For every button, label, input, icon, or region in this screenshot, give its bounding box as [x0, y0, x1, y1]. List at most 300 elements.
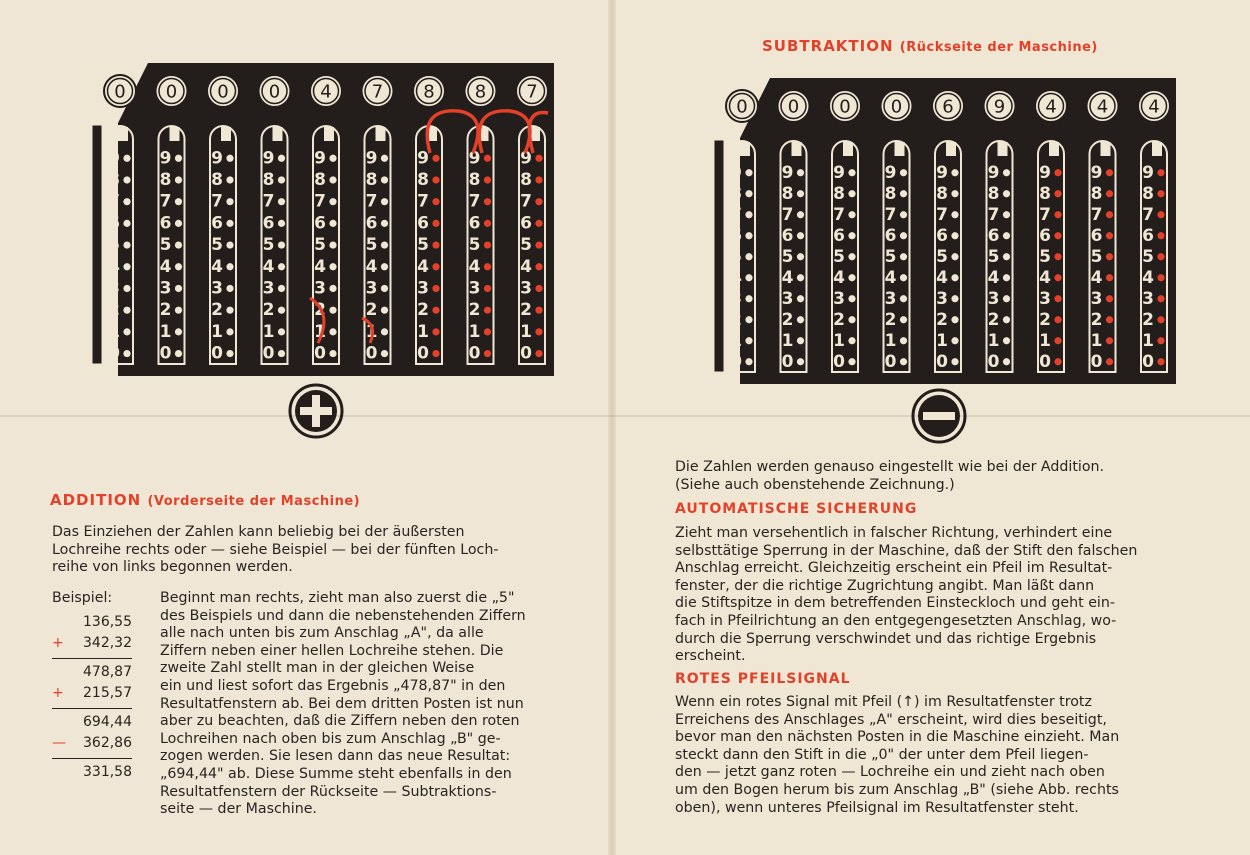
- peg-hole: [848, 358, 855, 365]
- example-row: [52, 683, 132, 704]
- slider-digit: 7: [1039, 204, 1051, 225]
- slider-digit: 3: [730, 288, 742, 309]
- peg-hole: [745, 232, 752, 239]
- peg-hole: [432, 263, 439, 270]
- slider-digit: 4: [365, 256, 378, 277]
- peg-hole: [848, 337, 855, 344]
- peg-hole: [848, 253, 855, 260]
- peg-hole: [329, 328, 336, 335]
- slider-digit: 1: [781, 330, 794, 351]
- slider-digit: 8: [262, 169, 275, 190]
- sicherung-line: die Stiftspitze in dem betreffenden Einsteckloch und geht ein-: [675, 595, 1115, 612]
- result-digit: 9: [993, 96, 1006, 118]
- slider-digit: 2: [468, 300, 481, 321]
- example-row: [52, 733, 132, 754]
- slider-digit: 3: [159, 278, 172, 299]
- result-digit: 4: [1045, 96, 1057, 118]
- peg-hole: [797, 274, 804, 281]
- example-row: [52, 712, 132, 733]
- example-value: 331,58: [83, 764, 132, 780]
- slider-digit: 5: [108, 235, 120, 256]
- peg-hole: [432, 198, 439, 205]
- example-calculation: [52, 612, 132, 783]
- peg-hole: [745, 253, 752, 260]
- slider-hook: [376, 127, 386, 141]
- pfeilsignal-line: Wenn ein rotes Signal mit Pfeil (↑) im Resultatfenster trotz: [675, 694, 1092, 710]
- result-digit: 4: [1096, 96, 1109, 118]
- example-row: [52, 662, 132, 683]
- peg-hole: [123, 263, 130, 270]
- slider-digit: 6: [781, 225, 794, 246]
- fold-crease: [0, 415, 1250, 417]
- example-operator: —: [52, 735, 66, 751]
- addition-body-line: aber zu beachten, daß die Ziffern neben den roten: [160, 713, 520, 730]
- peg-hole: [535, 155, 542, 162]
- slider-digit: 2: [159, 300, 172, 321]
- peg-hole: [1157, 274, 1164, 281]
- slider-digit: 7: [520, 191, 532, 212]
- peg-hole: [1054, 169, 1061, 176]
- peg-hole: [900, 358, 907, 365]
- slider-digit: 5: [211, 235, 223, 256]
- peg-hole: [1054, 337, 1061, 344]
- slider-digit: 8: [936, 183, 948, 204]
- peg-hole: [1106, 253, 1113, 260]
- slider-digit: 7: [159, 191, 172, 212]
- peg-hole: [329, 350, 336, 357]
- result-digit: 4: [1148, 96, 1160, 118]
- slider-digit: 8: [1039, 183, 1051, 204]
- example-value: 362,86: [83, 735, 132, 751]
- result-digit: 0: [217, 81, 229, 103]
- example-value: 694,44: [83, 714, 132, 730]
- addition-body-line: zweite Zahl stellt man in der gleichen Weise: [160, 660, 475, 677]
- slider-digit: 6: [314, 213, 326, 234]
- addition-body-line: zogen werden. Sie lesen dann das neue Resultat:: [160, 748, 511, 765]
- peg-hole: [1157, 337, 1164, 344]
- result-digit: 7: [526, 81, 538, 103]
- peg-hole: [432, 176, 439, 183]
- peg-hole: [226, 155, 233, 162]
- slider-digit: 3: [211, 278, 223, 299]
- addition-intro-line: Das Einziehen der Zahlen kann beliebig bei der äußersten: [52, 524, 465, 540]
- sicherung-line: fach in Pfeilrichtung an den entgegengesetzten Anschlag, wo-: [675, 612, 1117, 629]
- slider-digit: 4: [1142, 267, 1154, 288]
- peg-hole: [797, 232, 804, 239]
- slider-digit: 0: [262, 343, 275, 364]
- pfeilsignal-line: Erreichens des Anschlages „A" erscheint, wird dies beseitigt,: [675, 711, 1107, 728]
- slider-digit: 6: [730, 225, 742, 246]
- peg-hole: [900, 337, 907, 344]
- slider-digit: 5: [884, 246, 897, 267]
- peg-hole: [900, 169, 907, 176]
- peg-hole: [535, 241, 542, 248]
- peg-hole: [278, 155, 285, 162]
- slider-digit: 9: [314, 148, 326, 169]
- slider-digit: 2: [781, 309, 794, 330]
- peg-hole: [1003, 337, 1010, 344]
- result-digit: 6: [942, 96, 954, 118]
- peg-hole: [175, 198, 182, 205]
- peg-hole: [381, 198, 388, 205]
- peg-hole: [1157, 211, 1164, 218]
- slider-digit: 5: [365, 235, 378, 256]
- peg-hole: [329, 285, 336, 292]
- peg-hole: [484, 241, 491, 248]
- peg-hole: [226, 220, 233, 227]
- slider-digit: 7: [987, 204, 1000, 225]
- peg-hole: [951, 337, 958, 344]
- peg-hole: [381, 220, 388, 227]
- peg-hole: [329, 307, 336, 314]
- slider-digit: 2: [365, 300, 378, 321]
- addition-heading-title: ADDITION: [50, 491, 142, 509]
- slider-digit: 9: [262, 148, 275, 169]
- peg-hole: [123, 155, 130, 162]
- slider-digit: 9: [417, 148, 429, 169]
- slider-digit: 1: [468, 321, 481, 342]
- slider-digit: 6: [884, 225, 897, 246]
- slider-digit: 4: [417, 256, 429, 277]
- sicherung-heading: AUTOMATISCHE SICHERUNG: [675, 501, 918, 517]
- peg-hole: [484, 350, 491, 357]
- peg-hole: [1054, 316, 1061, 323]
- peg-hole: [951, 169, 958, 176]
- peg-hole: [1003, 316, 1010, 323]
- slider-digit: 3: [1039, 288, 1051, 309]
- slider-digit: 4: [520, 256, 532, 277]
- peg-hole: [226, 263, 233, 270]
- slider-digit: 4: [730, 267, 742, 288]
- beispiel-label: Beispiel:: [52, 590, 113, 606]
- slider-digit: 7: [730, 204, 742, 225]
- scale-strip: [92, 125, 102, 364]
- subtraktion-intro: [675, 459, 1104, 494]
- slider-digit: 3: [781, 288, 794, 309]
- slider-digit: 1: [1039, 330, 1051, 351]
- slider-digit: 2: [833, 309, 845, 330]
- peg-hole: [329, 263, 336, 270]
- peg-hole: [381, 307, 388, 314]
- addition-body-line: alle nach unten bis zum Anschlag „A", da alle: [160, 625, 484, 642]
- peg-hole: [175, 241, 182, 248]
- slider-digit: 1: [1142, 330, 1154, 351]
- slider-digit: 8: [833, 183, 845, 204]
- slider-digit: 3: [314, 278, 326, 299]
- slider-digit: 3: [936, 288, 948, 309]
- slider-digit: 1: [987, 330, 1000, 351]
- example-value: 215,57: [83, 685, 132, 701]
- peg-hole: [1054, 211, 1061, 218]
- peg-hole: [1003, 232, 1010, 239]
- peg-hole: [1157, 316, 1164, 323]
- slider-digit: 0: [781, 351, 794, 372]
- peg-hole: [1054, 358, 1061, 365]
- slider-digit: 3: [987, 288, 1000, 309]
- slider-digit: 1: [1090, 330, 1103, 351]
- addition-body-line: Resultatfenstern ab. Bei dem dritten Posten ist nun: [160, 695, 524, 712]
- slider-digit: 4: [1039, 267, 1051, 288]
- peg-hole: [484, 198, 491, 205]
- slider-digit: 7: [1090, 204, 1103, 225]
- slider-digit: 9: [468, 148, 481, 169]
- peg-hole: [797, 211, 804, 218]
- peg-hole: [381, 241, 388, 248]
- slider-digit: 2: [936, 309, 948, 330]
- pfeilsignal-line: bevor man den nächsten Posten in die Maschine einzieht. Man: [675, 729, 1120, 746]
- peg-hole: [797, 337, 804, 344]
- peg-hole: [1106, 295, 1113, 302]
- peg-hole: [381, 176, 388, 183]
- slider-digit: 6: [1090, 225, 1103, 246]
- peg-hole: [535, 176, 542, 183]
- pfeilsignal-heading: ROTES PFEILSIGNAL: [675, 671, 851, 687]
- addition-body-line: des Beispiels und dann die nebenstehenden Ziffern: [160, 607, 526, 624]
- example-operator: [52, 612, 68, 633]
- slider-digit: 6: [211, 213, 223, 234]
- slider-digit: 5: [1090, 246, 1103, 267]
- peg-hole: [278, 328, 285, 335]
- peg-hole: [175, 176, 182, 183]
- peg-hole: [1106, 211, 1113, 218]
- slider-digit: 9: [730, 162, 742, 183]
- sicherung-line: Anschlag erreicht. Gleichzeitig erscheint ein Pfeil im Resultat-: [675, 560, 1113, 577]
- peg-hole: [848, 232, 855, 239]
- peg-hole: [1003, 274, 1010, 281]
- peg-hole: [951, 358, 958, 365]
- slider-digit: 8: [417, 169, 429, 190]
- peg-hole: [432, 307, 439, 314]
- slider-digit: 0: [987, 351, 1000, 372]
- example-operator: +: [52, 635, 64, 651]
- peg-hole: [1157, 295, 1164, 302]
- addition-body-line: „694,44" ab. Diese Summe steht ebenfalls in den: [160, 765, 512, 782]
- slider-digit: 1: [159, 321, 172, 342]
- pfeilsignal-line: um den Bogen herum bis zum Anschlag „B" (siehe Abb. rechts: [675, 781, 1119, 798]
- peg-hole: [535, 198, 542, 205]
- peg-hole: [951, 232, 958, 239]
- peg-hole: [1157, 253, 1164, 260]
- peg-hole: [432, 241, 439, 248]
- result-digit: 4: [320, 81, 332, 103]
- peg-hole: [1157, 358, 1164, 365]
- slider-digit: 3: [833, 288, 845, 309]
- slider-digit: 8: [468, 169, 481, 190]
- peg-hole: [848, 295, 855, 302]
- sicherung-line: durch die Sperrung verschwindet und das richtige Ergebnis: [675, 630, 1097, 647]
- slider-digit: 2: [211, 300, 223, 321]
- result-digit: 7: [371, 81, 384, 103]
- addition-body-line: seite — der Maschine.: [160, 801, 317, 818]
- subtraktion-heading-subtitle: (Rückseite der Maschine): [899, 40, 1098, 55]
- peg-hole: [1003, 190, 1010, 197]
- peg-hole: [278, 176, 285, 183]
- subtraktion-intro-line: Die Zahlen werden genauso eingestellt wie bei der Addition.: [675, 459, 1105, 475]
- slider-digit: 6: [987, 225, 1000, 246]
- result-digit: 0: [736, 96, 748, 118]
- sicherung-line: selbsttätige Sperrung in der Maschine, daß der Stift den falschen: [675, 542, 1138, 559]
- adding-machine-front-illustration: [78, 63, 554, 376]
- peg-hole: [484, 220, 491, 227]
- peg-hole: [797, 169, 804, 176]
- slider-digit: 3: [108, 278, 120, 299]
- slider-digit: 8: [1142, 183, 1154, 204]
- result-digit: 0: [890, 96, 903, 118]
- slider-hook: [221, 127, 231, 141]
- slider-digit: 1: [730, 330, 742, 351]
- slider-digit: 5: [520, 235, 532, 256]
- result-digit: 0: [268, 81, 281, 103]
- slider-digit: 8: [987, 183, 1000, 204]
- peg-hole: [1106, 316, 1113, 323]
- peg-hole: [123, 176, 130, 183]
- peg-hole: [123, 350, 130, 357]
- peg-hole: [1106, 337, 1113, 344]
- peg-hole: [1003, 295, 1010, 302]
- slider-digit: 8: [884, 183, 897, 204]
- peg-hole: [951, 316, 958, 323]
- result-digit: 8: [474, 81, 487, 103]
- peg-hole: [745, 211, 752, 218]
- slider-digit: 8: [520, 169, 532, 190]
- addition-intro-line: reihe von links begonnen werden.: [52, 559, 293, 576]
- peg-hole: [1157, 232, 1164, 239]
- peg-hole: [797, 190, 804, 197]
- example-operator: [52, 762, 68, 783]
- peg-hole: [797, 295, 804, 302]
- peg-hole: [745, 358, 752, 365]
- slider-digit: 2: [730, 309, 742, 330]
- slider-digit: 2: [884, 309, 897, 330]
- sicherung-line: fenster, der die richtige Zugrichtung angibt. Man läßt dann: [675, 577, 1095, 594]
- slider-digit: 5: [730, 246, 742, 267]
- slider-digit: 3: [520, 278, 532, 299]
- peg-hole: [1054, 274, 1061, 281]
- slider-hook: [998, 142, 1008, 156]
- subtraktion-heading: [762, 37, 1098, 55]
- peg-hole: [226, 285, 233, 292]
- peg-hole: [226, 198, 233, 205]
- peg-hole: [900, 316, 907, 323]
- slider-digit: 2: [987, 309, 1000, 330]
- result-digit: 0: [165, 81, 178, 103]
- peg-hole: [848, 169, 855, 176]
- peg-hole: [175, 307, 182, 314]
- peg-hole: [951, 274, 958, 281]
- peg-hole: [1106, 169, 1113, 176]
- example-row: [52, 762, 132, 783]
- slider-digit: 5: [468, 235, 481, 256]
- slider-digit: 4: [108, 256, 120, 277]
- slider-digit: 4: [936, 267, 948, 288]
- slider-digit: 7: [211, 191, 223, 212]
- peg-hole: [535, 220, 542, 227]
- peg-hole: [951, 253, 958, 260]
- slider-digit: 6: [1039, 225, 1051, 246]
- slider-digit: 6: [520, 213, 532, 234]
- pfeilsignal-line: den — jetzt ganz roten — Lochreihe ein und zieht nach oben: [675, 764, 1105, 781]
- slider-digit: 9: [1039, 162, 1051, 183]
- peg-hole: [1003, 358, 1010, 365]
- slider-digit: 9: [211, 148, 223, 169]
- peg-hole: [848, 190, 855, 197]
- slider-digit: 8: [314, 169, 326, 190]
- addition-intro-line: Lochreihe rechts oder — siehe Beispiel — bei der fünften Loch-: [52, 541, 499, 558]
- slider-digit: 9: [833, 162, 845, 183]
- slider-digit: 1: [314, 321, 326, 342]
- slider-digit: 5: [314, 235, 326, 256]
- peg-hole: [535, 307, 542, 314]
- slider-digit: 5: [417, 235, 429, 256]
- peg-hole: [1003, 211, 1010, 218]
- peg-hole: [1157, 169, 1164, 176]
- peg-hole: [1106, 274, 1113, 281]
- peg-hole: [381, 350, 388, 357]
- adding-machine-back-illustration: [700, 78, 1176, 384]
- peg-hole: [123, 328, 130, 335]
- slider-digit: 0: [468, 343, 481, 364]
- slider-digit: 7: [1142, 204, 1154, 225]
- slider-digit: 9: [987, 162, 1000, 183]
- slider-digit: 1: [108, 321, 120, 342]
- slider-digit: 4: [262, 256, 275, 277]
- addition-heading-subtitle: (Vorderseite der Maschine): [147, 494, 361, 509]
- peg-hole: [797, 316, 804, 323]
- slider-digit: 8: [730, 183, 742, 204]
- slider-digit: 6: [417, 213, 429, 234]
- slider-digit: 7: [417, 191, 429, 212]
- slider-digit: 2: [520, 300, 532, 321]
- peg-hole: [484, 263, 491, 270]
- pfeilsignal-line: oben), wenn unteres Pfeilsignal im Resultatfenster steht.: [675, 799, 1079, 816]
- peg-hole: [951, 211, 958, 218]
- peg-hole: [381, 263, 388, 270]
- slider-hook: [324, 127, 334, 141]
- peg-hole: [951, 295, 958, 302]
- slider-digit: 2: [108, 300, 120, 321]
- slider-digit: 6: [468, 213, 481, 234]
- slider-digit: 2: [262, 300, 275, 321]
- slider-digit: 8: [1090, 183, 1103, 204]
- slider-digit: 4: [781, 267, 794, 288]
- peg-hole: [123, 307, 130, 314]
- peg-hole: [797, 253, 804, 260]
- slider-digit: 7: [884, 204, 897, 225]
- slider-digit: 4: [884, 267, 897, 288]
- peg-hole: [432, 285, 439, 292]
- peg-hole: [175, 328, 182, 335]
- slider-digit: 4: [833, 267, 845, 288]
- peg-hole: [278, 307, 285, 314]
- slider-hook: [1049, 142, 1059, 156]
- peg-hole: [278, 350, 285, 357]
- slider-digit: 3: [1142, 288, 1154, 309]
- slider-digit: 0: [1039, 351, 1051, 372]
- peg-hole: [745, 337, 752, 344]
- peg-hole: [848, 274, 855, 281]
- result-digit: 0: [114, 81, 126, 103]
- slider-digit: 0: [108, 343, 120, 364]
- slider-digit: 4: [314, 256, 326, 277]
- slider-digit: 5: [262, 235, 275, 256]
- example-operator: [52, 662, 68, 683]
- peg-hole: [226, 176, 233, 183]
- slider-digit: 1: [262, 321, 275, 342]
- slider-hook: [740, 142, 750, 156]
- slider-digit: 7: [262, 191, 275, 212]
- slider-digit: 8: [211, 169, 223, 190]
- slider-digit: 3: [884, 288, 897, 309]
